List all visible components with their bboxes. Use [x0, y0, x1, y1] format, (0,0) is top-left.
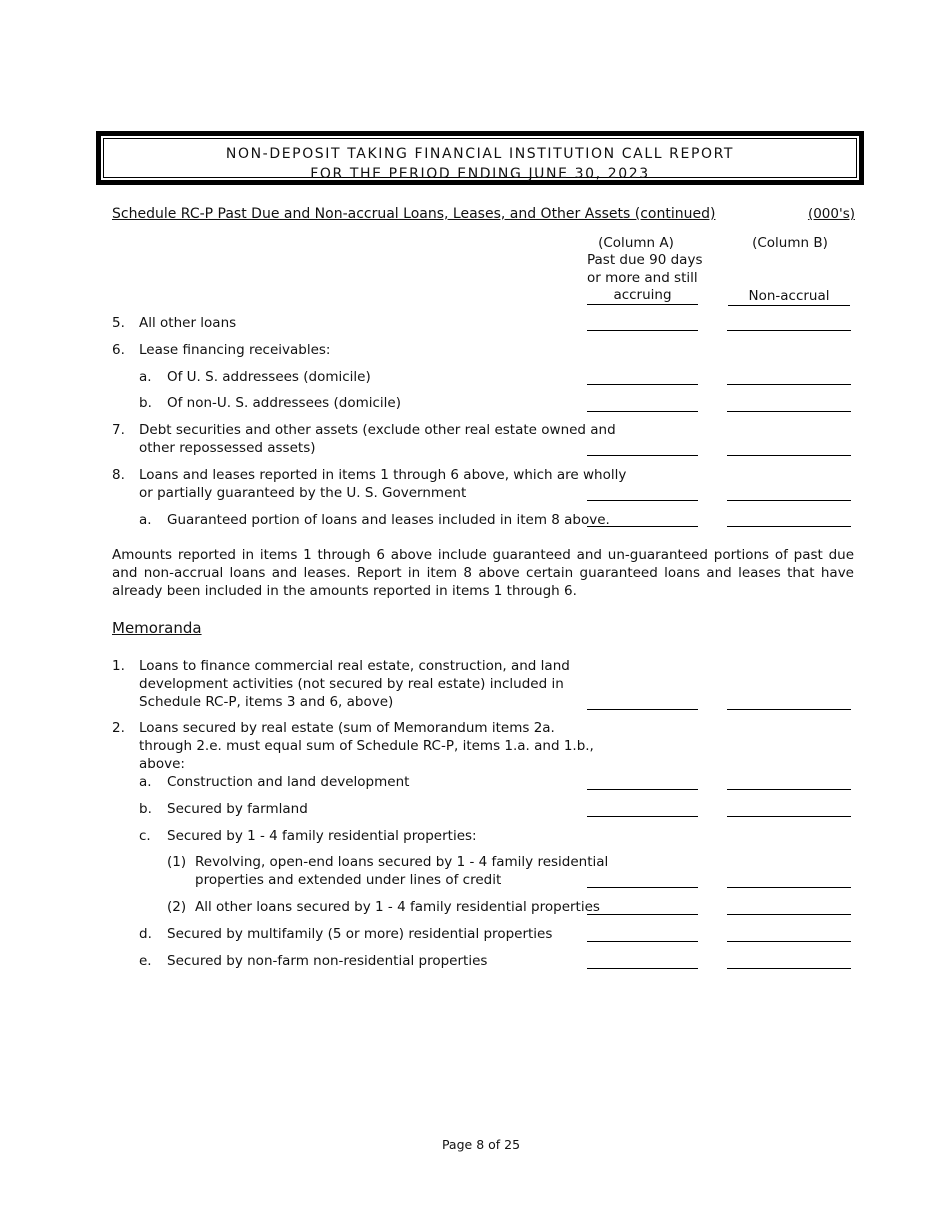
- item-text: properties and extended under lines of credit: [195, 872, 502, 888]
- item-text: through 2.e. must equal sum of Schedule RC-P, items 1.a. and 1.b.,: [139, 738, 594, 754]
- entry-field-col-b[interactable]: [727, 914, 851, 915]
- item-text: other repossessed assets): [139, 440, 316, 456]
- item-text: Secured by multifamily (5 or more) residential properties: [167, 926, 553, 942]
- item-text: Debt securities and other assets (exclude other real estate owned and: [139, 422, 616, 438]
- item-number: 1.: [112, 658, 125, 674]
- report-title: NON-DEPOSIT TAKING FINANCIAL INSTITUTION CALL REPORT: [225, 146, 735, 162]
- entry-field-col-b[interactable]: [727, 526, 851, 527]
- column-a-label: (Column A): [598, 235, 674, 251]
- item-text: Lease financing receivables:: [139, 342, 331, 358]
- entry-field-col-b[interactable]: [727, 968, 851, 969]
- entry-field-col-a[interactable]: [587, 914, 698, 915]
- item-number: (2): [167, 899, 187, 915]
- column-a-desc-line: accruing: [587, 287, 698, 305]
- item-number: 7.: [112, 422, 125, 438]
- item-text: Secured by non-farm non-residential properties: [167, 953, 488, 969]
- entry-field-col-a[interactable]: [587, 968, 698, 969]
- item-text: Schedule RC-P, items 3 and 6, above): [139, 694, 394, 710]
- entry-field-col-a[interactable]: [587, 526, 698, 527]
- item-text: All other loans: [139, 315, 237, 331]
- item-text: Loans secured by real estate (sum of Memorandum items 2a.: [139, 720, 555, 736]
- item-number: 8.: [112, 467, 125, 483]
- report-header-box: [96, 131, 864, 185]
- entry-field-col-b[interactable]: [727, 411, 851, 412]
- item-text: Of U. S. addressees (domicile): [167, 369, 371, 385]
- item-number: e.: [139, 953, 152, 969]
- item-text: Loans to finance commercial real estate, construction, and land: [139, 658, 570, 674]
- item-number: 2.: [112, 720, 125, 736]
- item-number: a.: [139, 369, 152, 385]
- item-number: (1): [167, 854, 187, 870]
- entry-field-col-a[interactable]: [587, 887, 698, 888]
- item-text: development activities (not secured by real estate) included in: [139, 676, 564, 692]
- entry-field-col-b[interactable]: [727, 455, 851, 456]
- item-text: Construction and land development: [167, 774, 410, 790]
- instructions-paragraph: Amounts reported in items 1 through 6 above include guaranteed and un-guaranteed portions of past due and non-accrual loans and leases. Report in item 8 above certain guaranteed loans and leases that have already been included in the amounts reported in items 1 through 6.: [112, 547, 854, 599]
- report-header-inner: [103, 138, 857, 182]
- item-text: Secured by 1 - 4 family residential properties:: [167, 828, 477, 844]
- column-a-desc-line: Past due 90 days: [587, 252, 703, 268]
- memoranda-title: Memoranda: [112, 619, 202, 637]
- entry-field-col-a[interactable]: [587, 709, 698, 710]
- column-a-desc-line: or more and still: [587, 270, 698, 286]
- item-text: Revolving, open-end loans secured by 1 - 4 family residential: [195, 854, 609, 870]
- entry-field-col-a[interactable]: [587, 816, 698, 817]
- entry-field-col-b[interactable]: [727, 384, 851, 385]
- entry-field-col-a[interactable]: [587, 330, 698, 331]
- page-number: Page 8 of 25: [441, 1137, 521, 1152]
- entry-field-col-a[interactable]: [587, 789, 698, 790]
- item-number: b.: [139, 801, 152, 817]
- entry-field-col-a[interactable]: [587, 941, 698, 942]
- entry-field-col-b[interactable]: [727, 789, 851, 790]
- item-text: All other loans secured by 1 - 4 family residential properties: [195, 899, 600, 915]
- entry-field-col-a[interactable]: [587, 455, 698, 456]
- item-number: 6.: [112, 342, 125, 358]
- item-text: Guaranteed portion of loans and leases included in item 8 above.: [167, 512, 610, 528]
- entry-field-col-b[interactable]: [727, 330, 851, 331]
- entry-field-col-b[interactable]: [727, 816, 851, 817]
- column-b-label: (Column B): [752, 235, 828, 251]
- item-number: b.: [139, 395, 152, 411]
- entry-field-col-a[interactable]: [587, 411, 698, 412]
- entry-field-col-b[interactable]: [727, 887, 851, 888]
- item-text: Secured by farmland: [167, 801, 308, 817]
- entry-field-col-b[interactable]: [727, 941, 851, 942]
- item-number: d.: [139, 926, 152, 942]
- entry-field-col-b[interactable]: [727, 500, 851, 501]
- entry-field-col-a[interactable]: [587, 384, 698, 385]
- item-number: 5.: [112, 315, 125, 331]
- schedule-title: Schedule RC-P Past Due and Non-accrual Loans, Leases, and Other Assets (continued): [112, 206, 716, 222]
- item-text: above:: [139, 756, 185, 772]
- item-number: c.: [139, 828, 151, 844]
- entry-field-col-b[interactable]: [727, 709, 851, 710]
- item-number: a.: [139, 512, 152, 528]
- units-label: (000's): [807, 206, 855, 222]
- column-b-description: Non-accrual: [728, 288, 850, 306]
- item-text: or partially guaranteed by the U. S. Government: [139, 485, 467, 501]
- entry-field-col-a[interactable]: [587, 500, 698, 501]
- item-text: Of non-U. S. addressees (domicile): [167, 395, 401, 411]
- report-period: FOR THE PERIOD ENDING JUNE 30, 2023: [310, 166, 650, 182]
- item-number: a.: [139, 774, 152, 790]
- item-text: Loans and leases reported in items 1 through 6 above, which are wholly: [139, 467, 627, 483]
- column-a-description: [578, 251, 703, 305]
